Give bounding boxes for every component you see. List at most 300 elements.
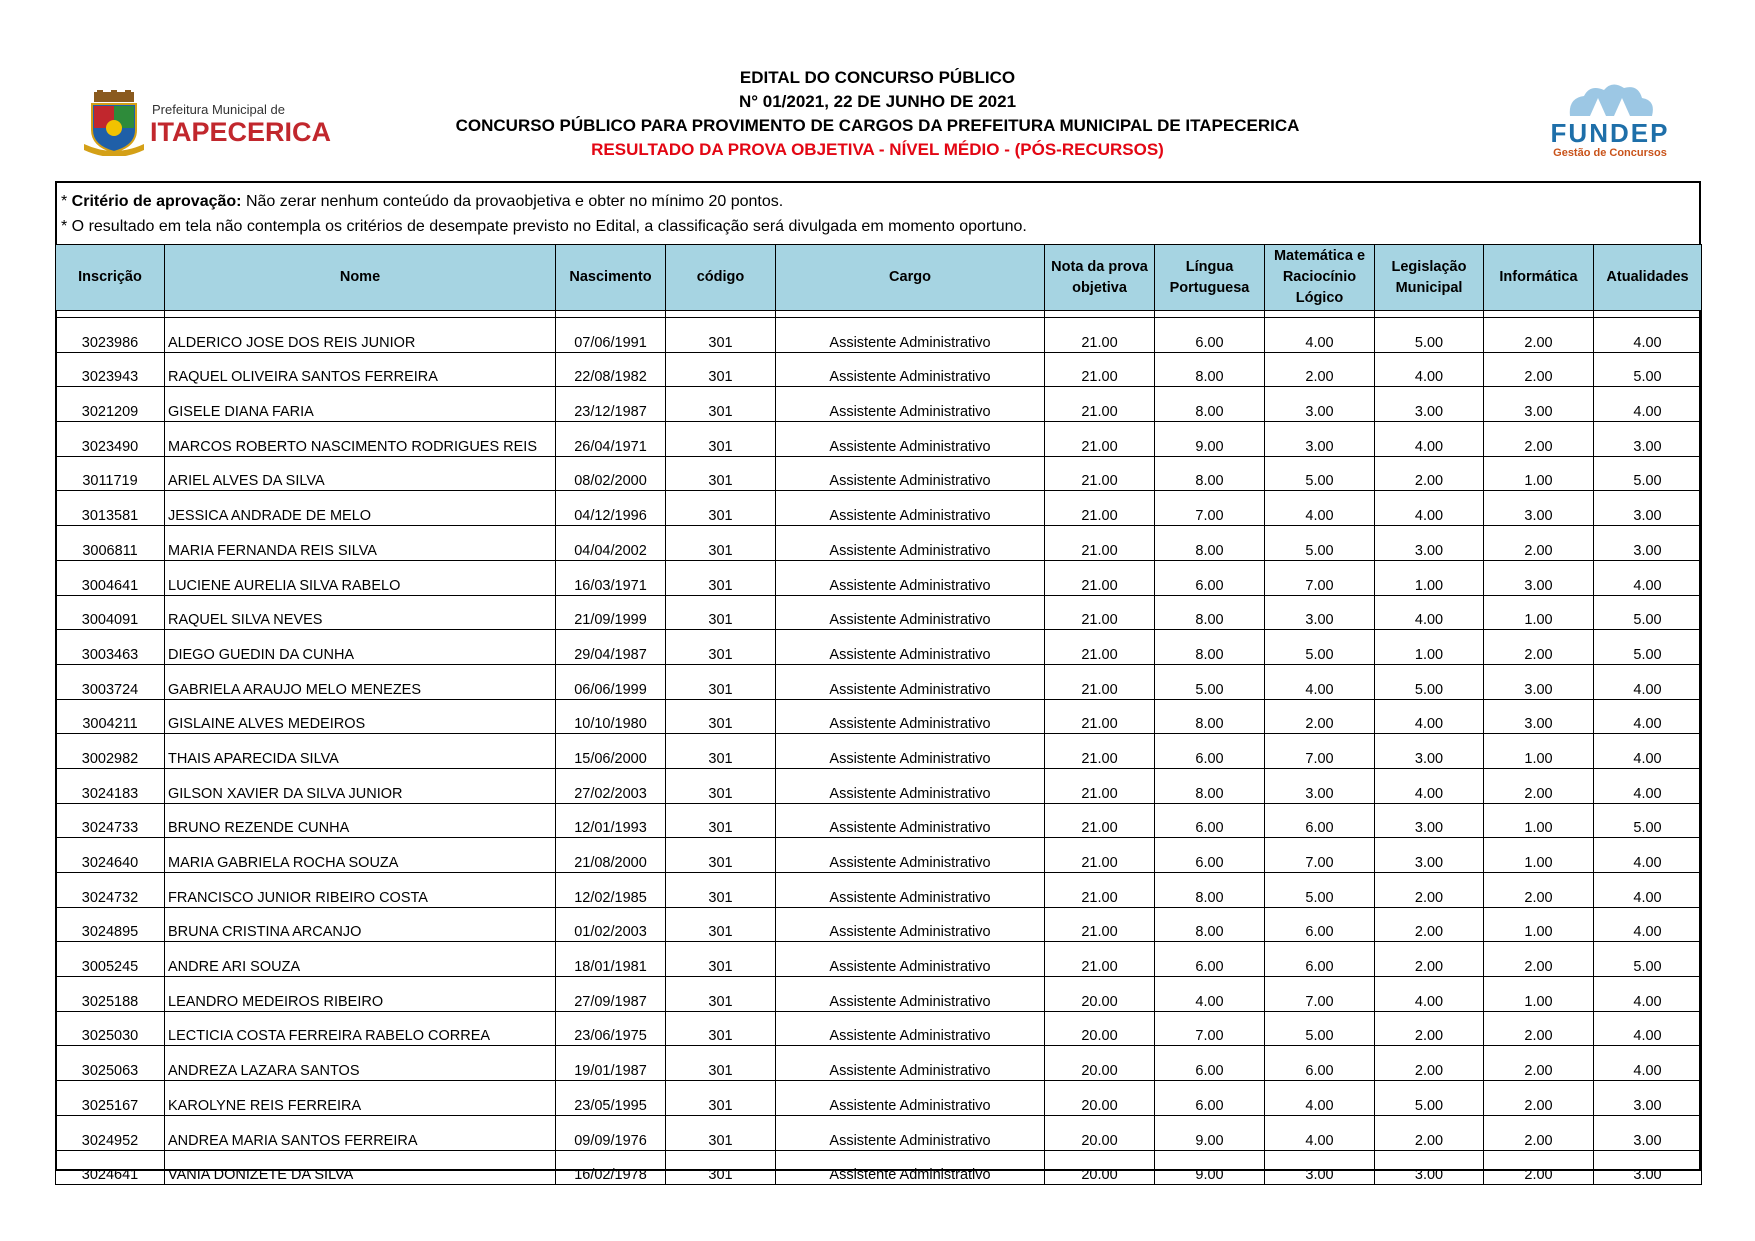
col-nome-cell: MARIA GABRIELA ROCHA SOUZA bbox=[165, 838, 556, 873]
col-nome-cell: RAQUEL SILVA NEVES bbox=[165, 595, 556, 630]
col-informatica-cell: 2.00 bbox=[1484, 942, 1594, 977]
fundep-mark-icon bbox=[1550, 76, 1670, 120]
col-nascimento-cell: 04/04/2002 bbox=[556, 526, 666, 561]
col-nome-cell: ANDREA MARIA SANTOS FERREIRA bbox=[165, 1115, 556, 1150]
col-nota-cell: 21.00 bbox=[1045, 422, 1155, 457]
col-cargo-cell: Assistente Administrativo bbox=[776, 664, 1045, 699]
col-nota-cell: 21.00 bbox=[1045, 630, 1155, 665]
col-legislacao-cell: 1.00 bbox=[1375, 630, 1484, 665]
col-nascimento-cell: 09/09/1976 bbox=[556, 1115, 666, 1150]
col-informatica-cell: 1.00 bbox=[1484, 456, 1594, 491]
col-atualidades-cell: 3.00 bbox=[1594, 422, 1702, 457]
col-cargo-cell: Assistente Administrativo bbox=[776, 1046, 1045, 1081]
col-cargo-cell: Assistente Administrativo bbox=[776, 942, 1045, 977]
col-nome-cell: GISLAINE ALVES MEDEIROS bbox=[165, 699, 556, 734]
results-table bbox=[55, 244, 1702, 1185]
col-matematica-cell: 4.00 bbox=[1265, 1115, 1375, 1150]
col-codigo-cell: 301 bbox=[666, 387, 776, 422]
col-lingua-cell: 6.00 bbox=[1155, 1081, 1265, 1116]
col-nascimento-cell: 07/06/1991 bbox=[556, 318, 666, 353]
col-nome-cell: ANDRE ARI SOUZA bbox=[165, 942, 556, 977]
col-codigo-cell: 301 bbox=[666, 699, 776, 734]
col-cargo-cell: Assistente Administrativo bbox=[776, 595, 1045, 630]
col-inscricao-cell: 3025063 bbox=[56, 1046, 165, 1081]
col-informatica-cell: 1.00 bbox=[1484, 977, 1594, 1012]
col-atualidades-cell: 4.00 bbox=[1594, 1011, 1702, 1046]
col-nome-cell: LEANDRO MEDEIROS RIBEIRO bbox=[165, 977, 556, 1012]
spacer-cell bbox=[165, 311, 556, 318]
col-lingua-cell: 9.00 bbox=[1155, 1115, 1265, 1150]
col-nascimento-cell: 16/02/1978 bbox=[556, 1150, 666, 1185]
col-nascimento-cell: 23/12/1987 bbox=[556, 387, 666, 422]
col-codigo-cell: 301 bbox=[666, 1011, 776, 1046]
col-atualidades-cell: 4.00 bbox=[1594, 977, 1702, 1012]
col-legislacao-cell: 2.00 bbox=[1375, 907, 1484, 942]
city-crest-icon bbox=[84, 90, 144, 156]
fundep-subtitle: Gestão de Concursos bbox=[1553, 147, 1667, 159]
col-nascimento-cell: 15/06/2000 bbox=[556, 734, 666, 769]
col-informatica-cell: 3.00 bbox=[1484, 491, 1594, 526]
col-lingua-cell: 4.00 bbox=[1155, 977, 1265, 1012]
col-cargo-cell: Assistente Administrativo bbox=[776, 803, 1045, 838]
col-legislacao-cell: 2.00 bbox=[1375, 1011, 1484, 1046]
table-row bbox=[56, 491, 1702, 526]
col-codigo-cell: 301 bbox=[666, 873, 776, 908]
col-codigo-cell: 301 bbox=[666, 977, 776, 1012]
col-cargo-cell: Assistente Administrativo bbox=[776, 873, 1045, 908]
table-row bbox=[56, 1081, 1702, 1116]
col-matematica-cell: 7.00 bbox=[1265, 560, 1375, 595]
col-nascimento-cell: 23/06/1975 bbox=[556, 1011, 666, 1046]
col-nota-cell: 20.00 bbox=[1045, 1046, 1155, 1081]
col-informatica-cell: 2.00 bbox=[1484, 1081, 1594, 1116]
col-inscricao-cell: 3011719 bbox=[56, 456, 165, 491]
col-nota-cell: 21.00 bbox=[1045, 318, 1155, 353]
col-nome-cell: LECTICIA COSTA FERREIRA RABELO CORREA bbox=[165, 1011, 556, 1046]
table-row bbox=[56, 1011, 1702, 1046]
col-legislacao-cell: 5.00 bbox=[1375, 318, 1484, 353]
table-row bbox=[56, 838, 1702, 873]
col-nota-cell: 21.00 bbox=[1045, 387, 1155, 422]
col-inscricao-cell: 3023490 bbox=[56, 422, 165, 457]
col-lingua-cell: 9.00 bbox=[1155, 422, 1265, 457]
col-nome-cell: GABRIELA ARAUJO MELO MENEZES bbox=[165, 664, 556, 699]
col-legislacao-cell: 4.00 bbox=[1375, 422, 1484, 457]
col-nascimento-cell: 26/04/1971 bbox=[556, 422, 666, 457]
col-codigo-cell: 301 bbox=[666, 456, 776, 491]
col-codigo-cell: 301 bbox=[666, 942, 776, 977]
note-approval-criteria: * Critério de aprovação: Não zerar nenhum conteúdo da provaobjetiva e obter no mínimo 20 pontos. bbox=[61, 193, 784, 210]
col-nascimento-cell: 10/10/1980 bbox=[556, 699, 666, 734]
col-cargo-cell: Assistente Administrativo bbox=[776, 907, 1045, 942]
col-lingua-cell: 8.00 bbox=[1155, 768, 1265, 803]
col-nome-cell: GILSON XAVIER DA SILVA JUNIOR bbox=[165, 768, 556, 803]
col-atualidades-cell: 4.00 bbox=[1594, 387, 1702, 422]
col-legislacao-cell: 4.00 bbox=[1375, 768, 1484, 803]
col-nascimento-cell: 16/03/1971 bbox=[556, 560, 666, 595]
col-codigo-cell: 301 bbox=[666, 318, 776, 353]
col-atualidades-cell: 3.00 bbox=[1594, 1115, 1702, 1150]
col-matematica-cell: 4.00 bbox=[1265, 664, 1375, 699]
table-row bbox=[56, 387, 1702, 422]
concurso-title: CONCURSO PÚBLICO PARA PROVIMENTO DE CARGOS DA PREFEITURA MUNICIPAL DE ITAPECERICA bbox=[455, 116, 1300, 135]
note-tiebreak: * O resultado em tela não contempla os critérios de desempate previsto no Edital, a classificação será divulgada em momento oportuno. bbox=[61, 218, 1027, 235]
col-legislacao-cell: 1.00 bbox=[1375, 560, 1484, 595]
col-inscricao-cell: 3004211 bbox=[56, 699, 165, 734]
col-nome-cell: LUCIENE AURELIA SILVA RABELO bbox=[165, 560, 556, 595]
col-nota-cell: 20.00 bbox=[1045, 1115, 1155, 1150]
col-nota-cell: 21.00 bbox=[1045, 352, 1155, 387]
spacer-cell bbox=[1375, 311, 1484, 318]
spacer-cell bbox=[776, 311, 1045, 318]
col-nome-cell: ALDERICO JOSE DOS REIS JUNIOR bbox=[165, 318, 556, 353]
col-inscricao-cell: 3004091 bbox=[56, 595, 165, 630]
table-row bbox=[56, 977, 1702, 1012]
table-row bbox=[56, 1115, 1702, 1150]
col-nota-cell: 21.00 bbox=[1045, 699, 1155, 734]
col-nota-cell: 20.00 bbox=[1045, 1150, 1155, 1185]
col-nascimento-cell: 27/02/2003 bbox=[556, 768, 666, 803]
col-matematica-cell: 4.00 bbox=[1265, 318, 1375, 353]
table-row bbox=[56, 526, 1702, 561]
col-legislacao-cell: 4.00 bbox=[1375, 491, 1484, 526]
col-lingua-header: Língua Portuguesa bbox=[1155, 245, 1265, 311]
col-cargo-header: Cargo bbox=[776, 245, 1045, 311]
spacer-cell bbox=[1265, 311, 1375, 318]
col-cargo-cell: Assistente Administrativo bbox=[776, 456, 1045, 491]
col-cargo-cell: Assistente Administrativo bbox=[776, 318, 1045, 353]
col-matematica-cell: 2.00 bbox=[1265, 352, 1375, 387]
col-informatica-cell: 3.00 bbox=[1484, 699, 1594, 734]
col-legislacao-cell: 4.00 bbox=[1375, 699, 1484, 734]
col-matematica-cell: 6.00 bbox=[1265, 942, 1375, 977]
col-matematica-cell: 3.00 bbox=[1265, 1150, 1375, 1185]
col-matematica-cell: 7.00 bbox=[1265, 734, 1375, 769]
table-row bbox=[56, 803, 1702, 838]
col-nota-cell: 21.00 bbox=[1045, 942, 1155, 977]
spacer-cell bbox=[666, 311, 776, 318]
col-cargo-cell: Assistente Administrativo bbox=[776, 838, 1045, 873]
col-inscricao-cell: 3024183 bbox=[56, 768, 165, 803]
col-nota-cell: 20.00 bbox=[1045, 1011, 1155, 1046]
col-codigo-cell: 301 bbox=[666, 1046, 776, 1081]
col-lingua-cell: 6.00 bbox=[1155, 838, 1265, 873]
col-lingua-cell: 8.00 bbox=[1155, 699, 1265, 734]
col-nome-cell: ANDREZA LAZARA SANTOS bbox=[165, 1046, 556, 1081]
col-informatica-cell: 2.00 bbox=[1484, 1011, 1594, 1046]
col-nascimento-cell: 19/01/1987 bbox=[556, 1046, 666, 1081]
col-inscricao-cell: 3025188 bbox=[56, 977, 165, 1012]
col-lingua-cell: 6.00 bbox=[1155, 734, 1265, 769]
col-informatica-cell: 2.00 bbox=[1484, 318, 1594, 353]
col-lingua-cell: 7.00 bbox=[1155, 1011, 1265, 1046]
col-nascimento-cell: 18/01/1981 bbox=[556, 942, 666, 977]
col-cargo-cell: Assistente Administrativo bbox=[776, 1081, 1045, 1116]
col-legislacao-cell: 2.00 bbox=[1375, 456, 1484, 491]
col-cargo-cell: Assistente Administrativo bbox=[776, 491, 1045, 526]
col-matematica-header: Matemática e Raciocínio Lógico bbox=[1265, 245, 1375, 311]
table-row bbox=[56, 664, 1702, 699]
col-atualidades-cell: 5.00 bbox=[1594, 595, 1702, 630]
col-nome-header: Nome bbox=[165, 245, 556, 311]
col-matematica-cell: 4.00 bbox=[1265, 491, 1375, 526]
col-informatica-cell: 2.00 bbox=[1484, 526, 1594, 561]
spacer-cell bbox=[556, 311, 666, 318]
col-codigo-header: código bbox=[666, 245, 776, 311]
note-approval-label: Critério de aprovação: bbox=[71, 193, 242, 210]
col-informatica-cell: 2.00 bbox=[1484, 630, 1594, 665]
col-nota-cell: 21.00 bbox=[1045, 526, 1155, 561]
col-codigo-cell: 301 bbox=[666, 664, 776, 699]
col-legislacao-cell: 4.00 bbox=[1375, 352, 1484, 387]
col-atualidades-cell: 3.00 bbox=[1594, 1081, 1702, 1116]
col-legislacao-cell: 2.00 bbox=[1375, 1046, 1484, 1081]
col-cargo-cell: Assistente Administrativo bbox=[776, 977, 1045, 1012]
col-inscricao-cell: 3004641 bbox=[56, 560, 165, 595]
col-nascimento-cell: 27/09/1987 bbox=[556, 977, 666, 1012]
table-row bbox=[56, 422, 1702, 457]
table-row bbox=[56, 1046, 1702, 1081]
col-nascimento-cell: 12/01/1993 bbox=[556, 803, 666, 838]
col-codigo-cell: 301 bbox=[666, 768, 776, 803]
col-cargo-cell: Assistente Administrativo bbox=[776, 1115, 1045, 1150]
spacer-cell bbox=[1594, 311, 1702, 318]
col-atualidades-cell: 5.00 bbox=[1594, 456, 1702, 491]
col-codigo-cell: 301 bbox=[666, 352, 776, 387]
col-codigo-cell: 301 bbox=[666, 838, 776, 873]
col-inscricao-cell: 3005245 bbox=[56, 942, 165, 977]
col-lingua-cell: 8.00 bbox=[1155, 630, 1265, 665]
col-cargo-cell: Assistente Administrativo bbox=[776, 699, 1045, 734]
col-matematica-cell: 7.00 bbox=[1265, 838, 1375, 873]
col-legislacao-cell: 2.00 bbox=[1375, 873, 1484, 908]
col-cargo-cell: Assistente Administrativo bbox=[776, 734, 1045, 769]
col-matematica-cell: 5.00 bbox=[1265, 456, 1375, 491]
table-row bbox=[56, 1150, 1702, 1185]
col-cargo-cell: Assistente Administrativo bbox=[776, 526, 1045, 561]
col-lingua-cell: 8.00 bbox=[1155, 526, 1265, 561]
col-atualidades-cell: 4.00 bbox=[1594, 1046, 1702, 1081]
col-atualidades-cell: 5.00 bbox=[1594, 942, 1702, 977]
col-nome-cell: ARIEL ALVES DA SILVA bbox=[165, 456, 556, 491]
col-legislacao-cell: 3.00 bbox=[1375, 838, 1484, 873]
col-inscricao-cell: 3024640 bbox=[56, 838, 165, 873]
table-row bbox=[56, 734, 1702, 769]
col-atualidades-cell: 4.00 bbox=[1594, 838, 1702, 873]
col-atualidades-cell: 5.00 bbox=[1594, 352, 1702, 387]
col-nome-cell: BRUNO REZENDE CUNHA bbox=[165, 803, 556, 838]
col-atualidades-cell: 3.00 bbox=[1594, 491, 1702, 526]
col-inscricao-cell: 3021209 bbox=[56, 387, 165, 422]
notes-block bbox=[61, 189, 1027, 239]
col-inscricao-cell: 3024733 bbox=[56, 803, 165, 838]
note-approval-text: Não zerar nenhum conteúdo da provaobjetiva e obter no mínimo 20 pontos. bbox=[241, 193, 784, 210]
col-nascimento-cell: 08/02/2000 bbox=[556, 456, 666, 491]
col-inscricao-cell: 3025030 bbox=[56, 1011, 165, 1046]
col-nome-cell: BRUNA CRISTINA ARCANJO bbox=[165, 907, 556, 942]
col-atualidades-cell: 4.00 bbox=[1594, 734, 1702, 769]
col-nota-cell: 21.00 bbox=[1045, 456, 1155, 491]
col-nota-cell: 21.00 bbox=[1045, 734, 1155, 769]
edital-number: N° 01/2021, 22 DE JUNHO DE 2021 bbox=[738, 92, 1017, 111]
col-nota-cell: 21.00 bbox=[1045, 873, 1155, 908]
col-inscricao-cell: 3024952 bbox=[56, 1115, 165, 1150]
col-lingua-cell: 8.00 bbox=[1155, 907, 1265, 942]
col-cargo-cell: Assistente Administrativo bbox=[776, 387, 1045, 422]
col-nascimento-header: Nascimento bbox=[556, 245, 666, 311]
col-informatica-cell: 1.00 bbox=[1484, 595, 1594, 630]
col-lingua-cell: 8.00 bbox=[1155, 456, 1265, 491]
col-informatica-cell: 2.00 bbox=[1484, 422, 1594, 457]
col-atualidades-cell: 4.00 bbox=[1594, 699, 1702, 734]
col-nome-cell: VANIA DONIZETE DA SILVA bbox=[165, 1150, 556, 1185]
col-codigo-cell: 301 bbox=[666, 595, 776, 630]
col-legislacao-header: Legislação Municipal bbox=[1375, 245, 1484, 311]
col-matematica-cell: 6.00 bbox=[1265, 1046, 1375, 1081]
col-lingua-cell: 6.00 bbox=[1155, 942, 1265, 977]
table-spacer-row bbox=[56, 311, 1702, 318]
col-codigo-cell: 301 bbox=[666, 560, 776, 595]
col-inscricao-cell: 3006811 bbox=[56, 526, 165, 561]
table-row bbox=[56, 318, 1702, 353]
col-cargo-cell: Assistente Administrativo bbox=[776, 1011, 1045, 1046]
col-codigo-cell: 301 bbox=[666, 422, 776, 457]
col-cargo-cell: Assistente Administrativo bbox=[776, 768, 1045, 803]
col-lingua-cell: 8.00 bbox=[1155, 873, 1265, 908]
col-cargo-cell: Assistente Administrativo bbox=[776, 630, 1045, 665]
col-matematica-cell: 3.00 bbox=[1265, 387, 1375, 422]
spacer-cell bbox=[1155, 311, 1265, 318]
spacer-cell bbox=[56, 311, 165, 318]
col-informatica-cell: 2.00 bbox=[1484, 1115, 1594, 1150]
col-legislacao-cell: 5.00 bbox=[1375, 664, 1484, 699]
col-codigo-cell: 301 bbox=[666, 1081, 776, 1116]
col-inscricao-cell: 3013581 bbox=[56, 491, 165, 526]
col-nome-cell: KAROLYNE REIS FERREIRA bbox=[165, 1081, 556, 1116]
col-matematica-cell: 4.00 bbox=[1265, 1081, 1375, 1116]
table-row bbox=[56, 907, 1702, 942]
col-inscricao-cell: 3024641 bbox=[56, 1150, 165, 1185]
col-matematica-cell: 3.00 bbox=[1265, 422, 1375, 457]
col-informatica-cell: 1.00 bbox=[1484, 734, 1594, 769]
col-lingua-cell: 6.00 bbox=[1155, 318, 1265, 353]
col-nome-cell: JESSICA ANDRADE DE MELO bbox=[165, 491, 556, 526]
table-row bbox=[56, 595, 1702, 630]
col-nome-cell: MARIA FERNANDA REIS SILVA bbox=[165, 526, 556, 561]
col-matematica-cell: 6.00 bbox=[1265, 803, 1375, 838]
col-informatica-cell: 1.00 bbox=[1484, 838, 1594, 873]
col-lingua-cell: 8.00 bbox=[1155, 595, 1265, 630]
col-informatica-cell: 3.00 bbox=[1484, 664, 1594, 699]
col-legislacao-cell: 4.00 bbox=[1375, 595, 1484, 630]
col-lingua-cell: 5.00 bbox=[1155, 664, 1265, 699]
col-matematica-cell: 2.00 bbox=[1265, 699, 1375, 734]
prefeitura-logo bbox=[84, 90, 332, 160]
col-informatica-cell: 2.00 bbox=[1484, 352, 1594, 387]
col-atualidades-cell: 5.00 bbox=[1594, 630, 1702, 665]
col-nascimento-cell: 06/06/1999 bbox=[556, 664, 666, 699]
col-atualidades-cell: 4.00 bbox=[1594, 768, 1702, 803]
col-nome-cell: FRANCISCO JUNIOR RIBEIRO COSTA bbox=[165, 873, 556, 908]
col-matematica-cell: 5.00 bbox=[1265, 1011, 1375, 1046]
col-cargo-cell: Assistente Administrativo bbox=[776, 352, 1045, 387]
col-lingua-cell: 8.00 bbox=[1155, 387, 1265, 422]
table-row bbox=[56, 352, 1702, 387]
col-informatica-cell: 2.00 bbox=[1484, 873, 1594, 908]
city-name: ITAPECERICA bbox=[150, 117, 332, 147]
col-nascimento-cell: 01/02/2003 bbox=[556, 907, 666, 942]
col-nascimento-cell: 21/08/2000 bbox=[556, 838, 666, 873]
col-nascimento-cell: 23/05/1995 bbox=[556, 1081, 666, 1116]
col-lingua-cell: 6.00 bbox=[1155, 1046, 1265, 1081]
col-nome-cell: DIEGO GUEDIN DA CUNHA bbox=[165, 630, 556, 665]
col-cargo-cell: Assistente Administrativo bbox=[776, 1150, 1045, 1185]
col-nascimento-cell: 04/12/1996 bbox=[556, 491, 666, 526]
col-informatica-cell: 2.00 bbox=[1484, 1150, 1594, 1185]
col-inscricao-header: Inscrição bbox=[56, 245, 165, 311]
col-nascimento-cell: 22/08/1982 bbox=[556, 352, 666, 387]
col-cargo-cell: Assistente Administrativo bbox=[776, 560, 1045, 595]
table-row bbox=[56, 942, 1702, 977]
spacer-cell bbox=[1045, 311, 1155, 318]
edital-title: EDITAL DO CONCURSO PÚBLICO bbox=[739, 68, 1016, 87]
col-legislacao-cell: 3.00 bbox=[1375, 803, 1484, 838]
col-inscricao-cell: 3024895 bbox=[56, 907, 165, 942]
col-matematica-cell: 5.00 bbox=[1265, 873, 1375, 908]
col-nome-cell: MARCOS ROBERTO NASCIMENTO RODRIGUES REIS bbox=[165, 422, 556, 457]
col-nascimento-cell: 29/04/1987 bbox=[556, 630, 666, 665]
table-row bbox=[56, 630, 1702, 665]
col-inscricao-cell: 3025167 bbox=[56, 1081, 165, 1116]
col-informatica-cell: 2.00 bbox=[1484, 768, 1594, 803]
col-inscricao-cell: 3023986 bbox=[56, 318, 165, 353]
col-codigo-cell: 301 bbox=[666, 526, 776, 561]
col-matematica-cell: 3.00 bbox=[1265, 768, 1375, 803]
col-legislacao-cell: 3.00 bbox=[1375, 526, 1484, 561]
spacer-cell bbox=[1484, 311, 1594, 318]
col-matematica-cell: 3.00 bbox=[1265, 595, 1375, 630]
col-codigo-cell: 301 bbox=[666, 803, 776, 838]
col-nome-cell: RAQUEL OLIVEIRA SANTOS FERREIRA bbox=[165, 352, 556, 387]
col-atualidades-cell: 3.00 bbox=[1594, 526, 1702, 561]
col-inscricao-cell: 3023943 bbox=[56, 352, 165, 387]
col-nota-cell: 21.00 bbox=[1045, 491, 1155, 526]
fundep-logo bbox=[1540, 76, 1680, 166]
col-legislacao-cell: 2.00 bbox=[1375, 1115, 1484, 1150]
col-lingua-cell: 9.00 bbox=[1155, 1150, 1265, 1185]
col-nota-cell: 21.00 bbox=[1045, 907, 1155, 942]
results-frame bbox=[55, 181, 1701, 1184]
col-matematica-cell: 6.00 bbox=[1265, 907, 1375, 942]
col-lingua-cell: 6.00 bbox=[1155, 803, 1265, 838]
col-nome-cell: THAIS APARECIDA SILVA bbox=[165, 734, 556, 769]
table-row bbox=[56, 699, 1702, 734]
col-atualidades-cell: 4.00 bbox=[1594, 907, 1702, 942]
table-body bbox=[56, 311, 1702, 1185]
col-inscricao-cell: 3003463 bbox=[56, 630, 165, 665]
col-atualidades-cell: 4.00 bbox=[1594, 560, 1702, 595]
col-atualidades-cell: 4.00 bbox=[1594, 873, 1702, 908]
col-matematica-cell: 5.00 bbox=[1265, 526, 1375, 561]
col-inscricao-cell: 3024732 bbox=[56, 873, 165, 908]
col-codigo-cell: 301 bbox=[666, 491, 776, 526]
col-codigo-cell: 301 bbox=[666, 1150, 776, 1185]
col-matematica-cell: 5.00 bbox=[1265, 630, 1375, 665]
col-codigo-cell: 301 bbox=[666, 630, 776, 665]
col-informatica-cell: 1.00 bbox=[1484, 803, 1594, 838]
prefeitura-label: Prefeitura Municipal de bbox=[152, 102, 285, 117]
col-nota-cell: 20.00 bbox=[1045, 1081, 1155, 1116]
